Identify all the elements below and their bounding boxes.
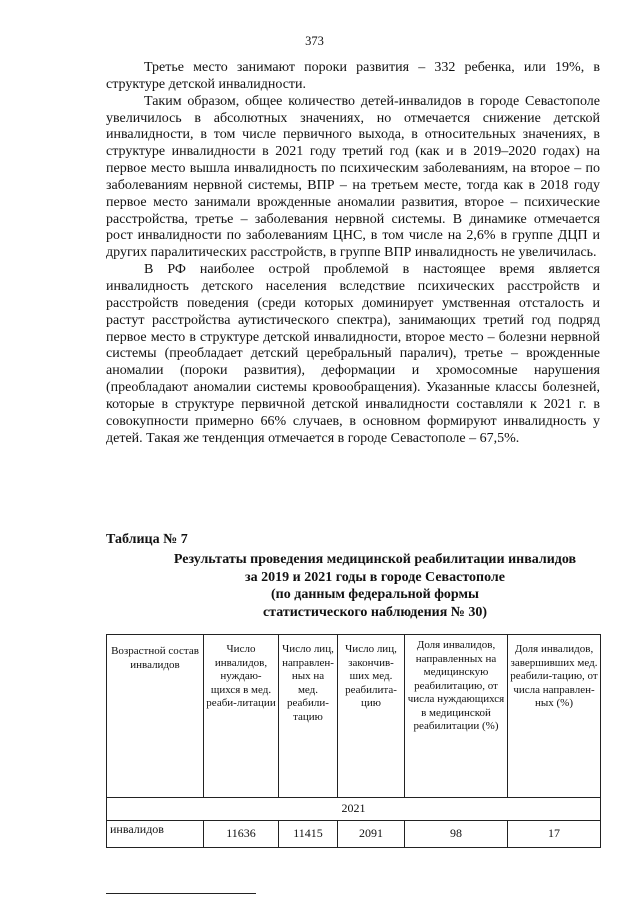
cell-share-completed: 17 — [508, 821, 601, 848]
year-row — [107, 798, 601, 821]
table-title-line: Результаты проведения медицинской реабилитации инвалидов — [173, 552, 577, 567]
header-referred: Число лиц, направлен-ных на мед. реабили-тацию — [279, 635, 338, 798]
header-share-completed: Доля инвалидов, завершивших мед. реабили-тацию, от числа направлен-ных (%) — [508, 635, 601, 798]
table-title-line: статистического наблюдения № 30) — [262, 604, 488, 620]
page-number: 373 — [305, 34, 324, 48]
table-title — [140, 551, 610, 621]
cell-referred: 11415 — [279, 821, 338, 848]
table-header-row — [107, 635, 601, 798]
header-share-referred: Доля инвалидов, направленных на медицинскую реабилитацию, от числа нуждающихся в медицинской реабилитации (%) — [405, 635, 508, 798]
cell-group: инвалидов — [107, 821, 204, 848]
header-age-group: Возрастной состав инвалидов — [107, 635, 204, 798]
year-cell: 2021 — [107, 798, 601, 821]
paragraph: Таким образом, общее количество детей-инвалидов в городе Севастополе увеличилось в абсолютных значениях, но отмечается снижение детской инвалидности, в том числе первичного выхода, в относительных значениях, в структуре инвалидности в 2021 году третий год (как и в 2019–2020 годах) на первое место вышла инвалидность по психическим заболеваниям, на второе – по заболеваниям нервной системы, ВПР – на третьем месте, тогда как в 2018 году первое место занимали врожденные аномалии развития, второе – психические расстройства, третье – заболевания нервной системы. В динамике отмечается рост инвалидности по заболеваниям ЦНС, в том числе на 2,6% в группе ДЦП и других паралитических расстройств, в группе ВПР инвалидность не увеличилась. — [106, 93, 600, 261]
table-label: Таблица № 7 — [106, 532, 188, 547]
rehabilitation-table — [106, 634, 601, 848]
paragraph: Третье место занимают пороки развития – 332 ребенка, или 19%, в структуре детской инвалидности. — [106, 60, 600, 92]
body-text — [106, 60, 600, 447]
paragraph: В РФ наиболее острой проблемой в настоящее время является инвалидность детского населения вследствие психических расстройств и расстройств поведения (среди которых доминирует умственная отсталость и растут расстройства аутистического спектра), занимающих третий год подряд первое место в структуре детской инвалидности, второе место – болезни нервной системы (преобладает детский церебральный паралич), третье – врожденные аномалии (пороки развития), деформации и хромосомные нарушения (преобладают аномалии системы кровообращения). Указанные классы болезней, которые в структуре первичной детской инвалидности составляли к 2021 г. в совокупности примерно 66% случаев, в основном формируют инвалидность у детей. Такая же тенденция отмечается в городе Севастополе – 67,5%. — [106, 262, 600, 446]
cell-share-referred: 98 — [405, 821, 508, 848]
footnote-divider — [106, 893, 256, 894]
cell-need: 11636 — [204, 821, 279, 848]
table-row — [107, 821, 601, 848]
table-title-line: за 2019 и 2021 годы в городе Севастополе — [245, 569, 505, 585]
header-completed: Число лиц, закончив-ших мед. реабилита-цию — [338, 635, 405, 798]
header-need-rehab: Число инвалидов, нуждаю-щихся в мед. реаби-литации — [204, 635, 279, 798]
cell-completed: 2091 — [338, 821, 405, 848]
table-title-line: (по данным федеральной формы — [271, 587, 479, 602]
